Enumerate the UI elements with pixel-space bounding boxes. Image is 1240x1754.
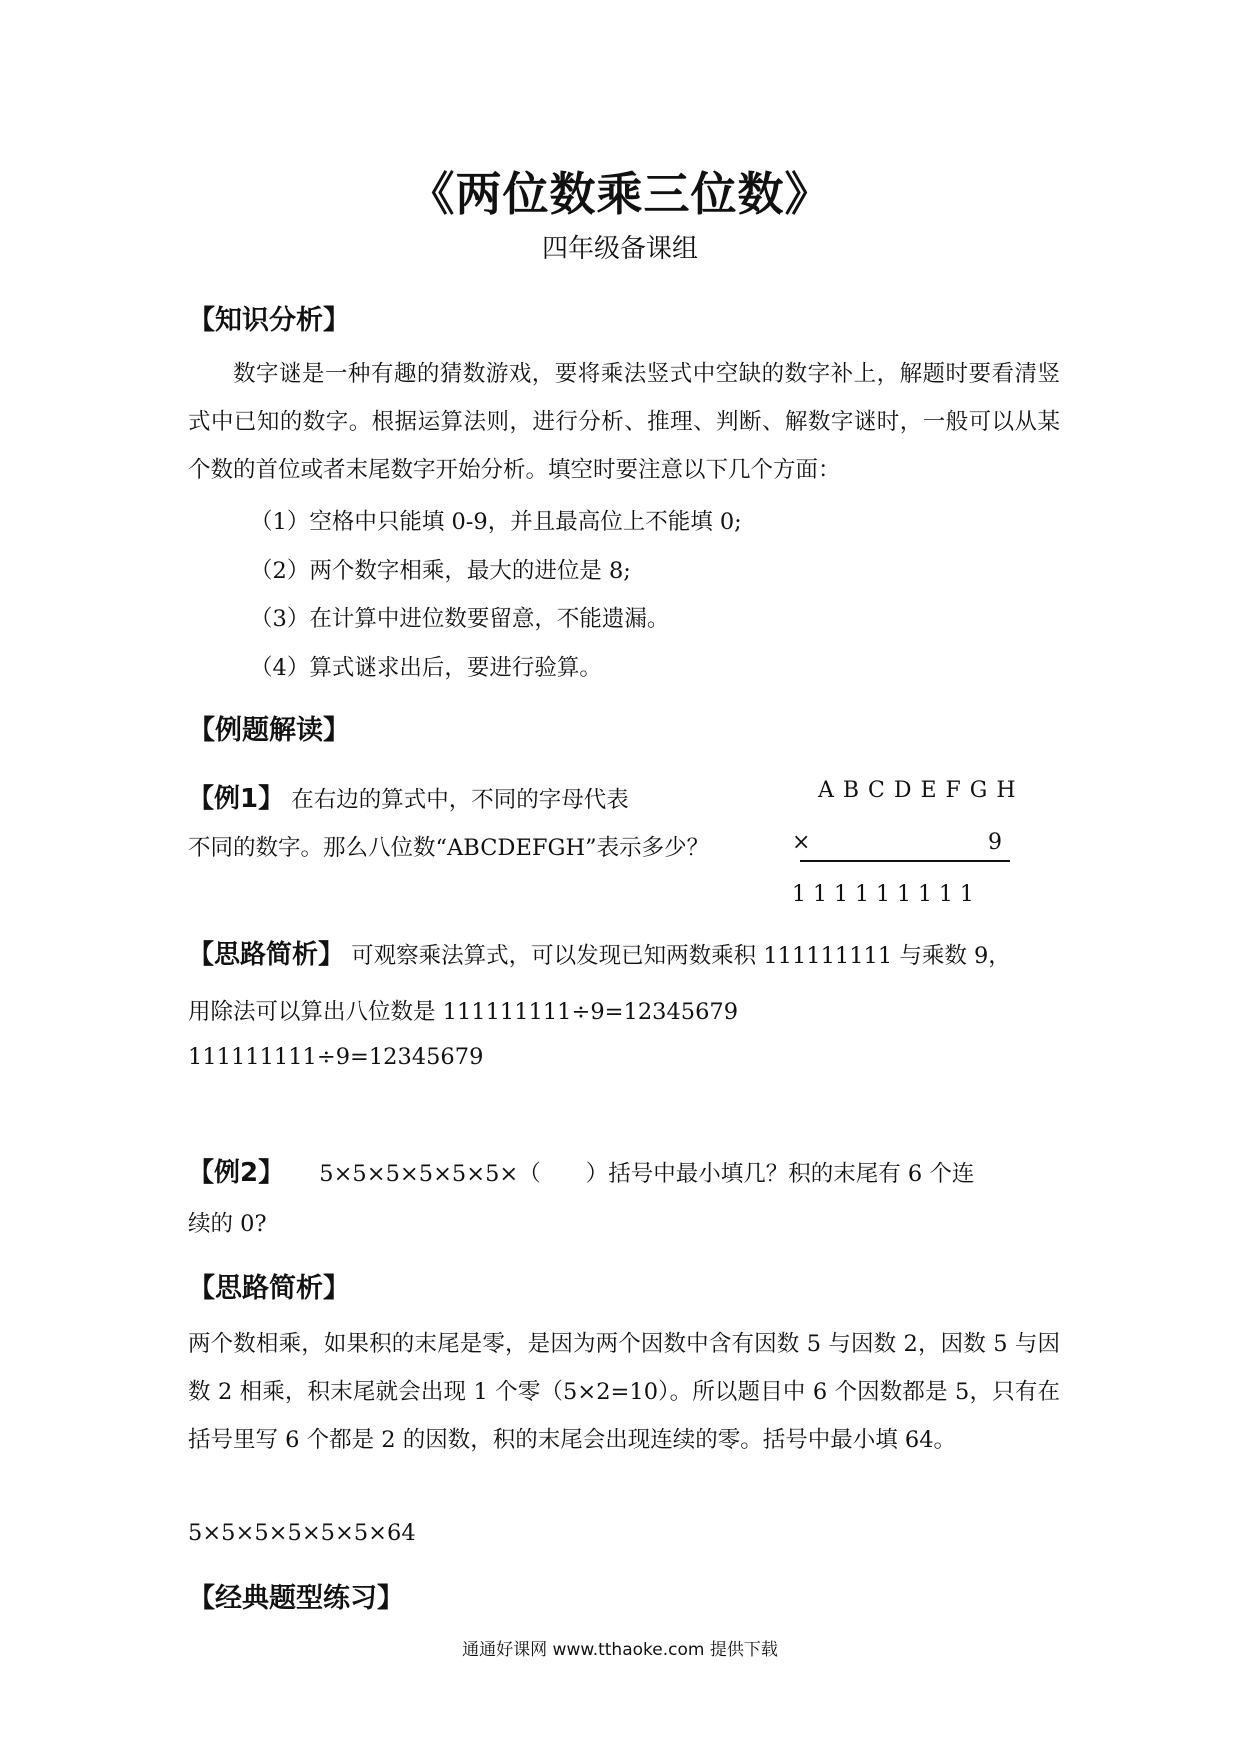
- analysis1-label: 【思路简析】: [188, 940, 345, 970]
- page-title: 《两位数乘三位数》: [408, 167, 832, 221]
- example2-text1: 5×5×5×5×5×5×（ ）括号中最小填几？积的末尾有 6 个连: [319, 1161, 975, 1187]
- analysis1-text1: 可观察乘法算式，可以发现已知两数乘积 111111111 与乘数 9，: [351, 943, 1011, 969]
- example2-line1: [188, 1152, 974, 1189]
- rules-list: [250, 498, 742, 692]
- analysis1-line1: [188, 934, 1011, 971]
- classic-practice-heading: 【经典题型练习】: [188, 1583, 404, 1614]
- knowledge-intro-text: 数字谜是一种有趣的猜数游戏，要将乘法竖式中空缺的数字补上，解题时要看清竖式中已知的数字。根据运算法则，进行分析、推理、判断、解数字谜时，一般可以从某个数的首位或者末尾数字开始分析。填空时要注意以下几个方面：: [188, 361, 1060, 483]
- analysis1-line3: 111111111÷9=12345679: [188, 1044, 484, 1070]
- multiplication-rule: [800, 860, 1010, 862]
- analysis2-paragraph: [188, 1320, 1060, 1464]
- example2-line2: 续的 0?: [188, 1211, 267, 1237]
- example1-line2: 不同的数字。那么八位数“ABCDEFGH”表示多少？: [188, 835, 710, 861]
- footer-credit: 通通好课网 www.tthaoke.com 提供下载: [462, 1640, 778, 1660]
- rule-item-1: （1）空格中只能填 0-9，并且最高位上不能填 0;: [250, 509, 742, 535]
- example-reading-heading: 【例题解读】: [188, 715, 350, 746]
- page-subtitle: 四年级备课组: [541, 234, 698, 264]
- analysis2-answer: 5×5×5×5×5×5×64: [188, 1520, 416, 1546]
- times-sign: ×: [792, 830, 811, 855]
- rule-item-3: （3）在计算中进位数要留意，不能遗漏。: [250, 606, 670, 632]
- example1-text1: 在右边的算式中，不同的字母代表: [291, 787, 629, 813]
- knowledge-analysis-heading: 【知识分析】: [188, 305, 350, 336]
- example2-label: 【例2】: [188, 1158, 285, 1188]
- product: 1 1 1 1 1 1 1 1 1: [792, 882, 974, 907]
- rule-item-4: （4）算式谜求出后，要进行验算。: [250, 654, 602, 681]
- analysis2-heading: 【思路简析】: [188, 1273, 350, 1304]
- multiplicand: A B C D E F G H: [818, 778, 1017, 803]
- analysis1-line2: 用除法可以算出八位数是 111111111÷9=12345679: [188, 999, 739, 1025]
- multiplier: 9: [988, 830, 1002, 855]
- example1-line1: [188, 778, 629, 815]
- analysis2-text: 两个数相乘，如果积的末尾是零，是因为两个因数中含有因数 5 与因数 2，因数 5 与因数 2 相乘，积末尾就会出现 1 个零（5×2=10）。所以题目中 6 个因数都是 5，只有在括号里写 6 个都是 2 的因数，积的末尾会出现连续的零。括号中最小填 64。: [188, 1331, 1060, 1453]
- rule-item-2: （2）两个数字相乘，最大的进位是 8;: [250, 557, 631, 584]
- example1-label: 【例1】: [188, 784, 285, 814]
- knowledge-intro-paragraph: [188, 350, 1060, 494]
